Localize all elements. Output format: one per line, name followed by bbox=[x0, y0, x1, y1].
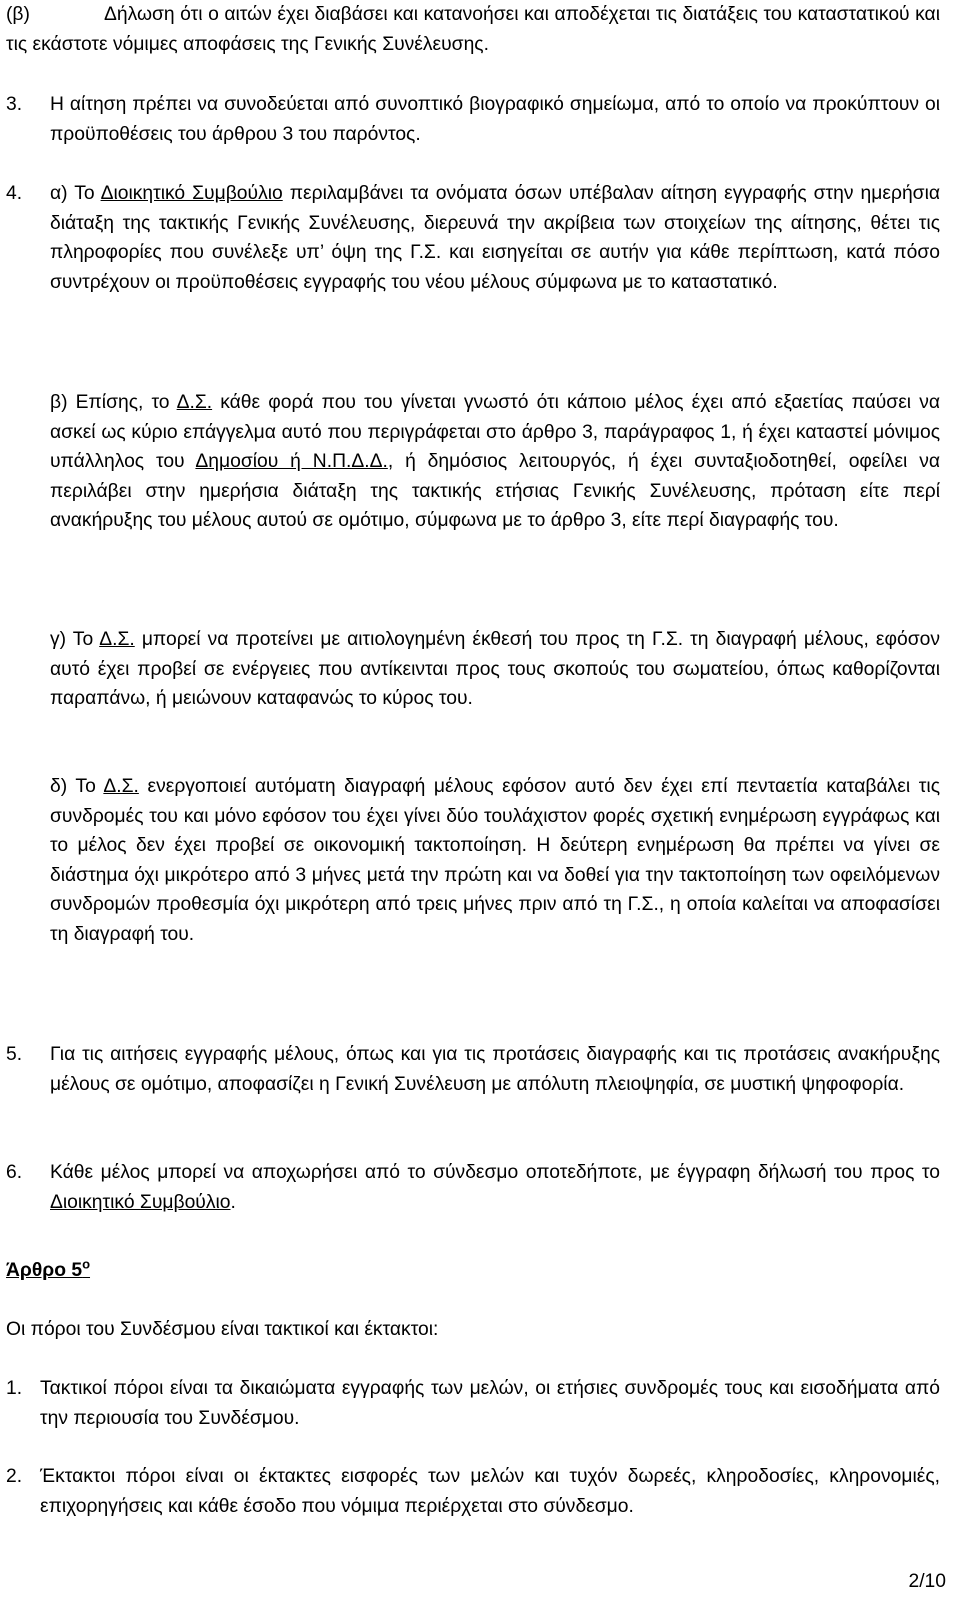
item-4c-post: μπορεί να προτείνει με αιτιολογημένη έκθεσή του προς τη Γ.Σ. τη διαγραφή μέλους, εφόσον αυτό έχει προβεί σε ενέργειες που αντίκεινται προς τους σκοπούς του σωματείου, όπως καθορίζονται παραπάνω, ή μειώνουν καταφανώς το κύρος του. bbox=[50, 629, 940, 710]
item-6-paragraph bbox=[50, 1158, 940, 1217]
item-4b-pre: β) Επίσης, το bbox=[50, 392, 177, 413]
item-4d-paragraph bbox=[50, 772, 940, 950]
item-6-board: Διοικητικό Συμβούλιο bbox=[50, 1191, 231, 1213]
item-4d-board: Δ.Σ. bbox=[103, 776, 139, 797]
item-4a-board: Διοικητικό Συμβούλιο bbox=[100, 183, 283, 204]
resource-2-text: Έκτακτοι πόροι είναι οι έκτακτες εισφορές των μελών και τυχόν δωρεές, κληροδοσίες, κληρονομιές, επιχορηγήσεις και κάθε έσοδο που νόμιμα περιέρχεται στο σύνδεσμο. bbox=[40, 1466, 940, 1517]
article-5-intro: Οι πόροι του Συνδέσμου είναι τακτικοί και έκτακτοι: bbox=[6, 1319, 439, 1340]
item-5-text: Για τις αιτήσεις εγγραφής μέλους, όπως και για τις προτάσεις διαγραφής και τις προτάσεις ανακήρυξης μέλους σε ομότιμο, αποφασίζει η Γενική Συνέλευση με απόλυτη πλειοψηφία, σε μυστική ψηφοφορία. bbox=[50, 1044, 940, 1095]
item-3-number: 3. bbox=[6, 94, 23, 115]
item-4d-post: ενεργοποιεί αυτόματη διαγραφή μέλους εφόσον αυτό δεν έχει επί πενταετία καταβάλει τις συνδρομές του και μόνο εφόσον του έχει γίνει δύο τουλάχιστον φορές σχετική ενημέρωση εγγράφως και το μέλος δεν έχει προβεί σε οικονομική τακτοποίηση. Η δεύτερη ενημέρωση θα πρέπει να γίνει σε διάστημα όχι μικρότερο από 3 μήνες μετά την πρώτη και να δοθεί για την τακτοποίηση των οφειλόμενων συνδρομών προθεσμία όχι μικρότερη από τρεις μήνες πριν από τη Γ.Σ., η οποία καλείται να αποφασίσει τη διαγραφή του. bbox=[50, 776, 940, 945]
item-6-post: . bbox=[230, 1191, 236, 1213]
article-5-heading bbox=[6, 1256, 90, 1286]
resource-1-number: 1. bbox=[6, 1378, 23, 1399]
para-beta-text: Δήλωση ότι ο αιτών έχει διαβάσει και κατανοήσει και αποδέχεται τις διατάξεις του καταστατικού και τις εκάστοτε νόμιμες αποφάσεις της Γενικής Συνέλευσης. bbox=[6, 4, 940, 55]
item-4c-paragraph bbox=[50, 625, 940, 714]
article-heading-ordinal: ο bbox=[82, 1256, 91, 1272]
resource-1-text: Τακτικοί πόροι είναι τα δικαιώματα εγγραφής των μελών, οι ετήσιες συνδρομές τους και εισοδήματα από την περιουσία του Συνδέσμου. bbox=[40, 1378, 940, 1429]
item-5-number: 5. bbox=[6, 1044, 23, 1065]
item-4a-paragraph bbox=[50, 179, 940, 297]
item-4b-mid: κάθε φορά που του γίνεται γνωστό ότι κάποιο μέλος έχει από εξαετίας παύσει να ασκεί ως κύριο επάγγελμα αυτό που περιγράφεται στο άρθρο 3, παράγραφος 1, ή έχει καταστεί μόνιμος υπάλληλος του bbox=[50, 392, 940, 473]
item-6-pre: Κάθε μέλος μπορεί να αποχωρήσει από το σύνδεσμο οποτεδήποτε, με έγγραφη δήλωσή του προς το bbox=[50, 1162, 940, 1183]
item-4b-post: , ή δημόσιος λειτουργός, ή έχει συνταξιοδοτηθεί, οφείλει να περιλάβει στην ημερήσια διάταξη της τακτικής ετήσιας Γενικής Συνέλευσης, πρόταση είτε περί ανακήρυξης του μέλους αυτού σε ομότιμο, σύμφωνα με το άρθρο 3, είτε περί διαγραφής του. bbox=[50, 451, 941, 532]
item-4c-board: Δ.Σ. bbox=[99, 629, 135, 650]
item-6-number: 6. bbox=[6, 1162, 23, 1183]
item-4-number: 4. bbox=[6, 183, 23, 204]
para-beta-label: (β) bbox=[6, 4, 30, 25]
page-number: 2/10 bbox=[908, 1571, 946, 1592]
item-4d-pre: δ) Το bbox=[50, 776, 104, 797]
item-4a-pre: α) Το bbox=[50, 183, 101, 204]
item-4b-paragraph bbox=[50, 388, 940, 536]
article-heading-text: Άρθρο 5 bbox=[6, 1260, 83, 1281]
item-4a-post: περιλαμβάνει τα ονόματα όσων υπέβαλαν αίτηση εγγραφής στην ημερήσια διάταξη της τακτικής Γενικής Συνέλευσης, διερευνά την ακρίβεια των στοιχείων της αίτησης, θέτει τις πληροφορίες που συνέλεξε υπ’ όψη της Γ.Σ. και εισηγείται σε αυτήν για κάθε περίπτωση, κατά πόσο συντρέχουν οι προϋποθέσεις εγγραφής του νέου μέλους σύμφωνα με το καταστατικό. bbox=[50, 183, 940, 293]
item-4b-public: Δημοσίου ή Ν.Π.Δ.Δ. bbox=[195, 451, 388, 473]
item-3-text: Η αίτηση πρέπει να συνοδεύεται από συνοπτικό βιογραφικό σημείωμα, από το οποίο να προκύπτουν οι προϋποθέσεις του άρθρου 3 του παρόντος. bbox=[50, 94, 940, 145]
item-4c-pre: γ) Το bbox=[50, 629, 100, 650]
resource-2-number: 2. bbox=[6, 1466, 23, 1487]
item-4b-board: Δ.Σ. bbox=[176, 392, 213, 413]
